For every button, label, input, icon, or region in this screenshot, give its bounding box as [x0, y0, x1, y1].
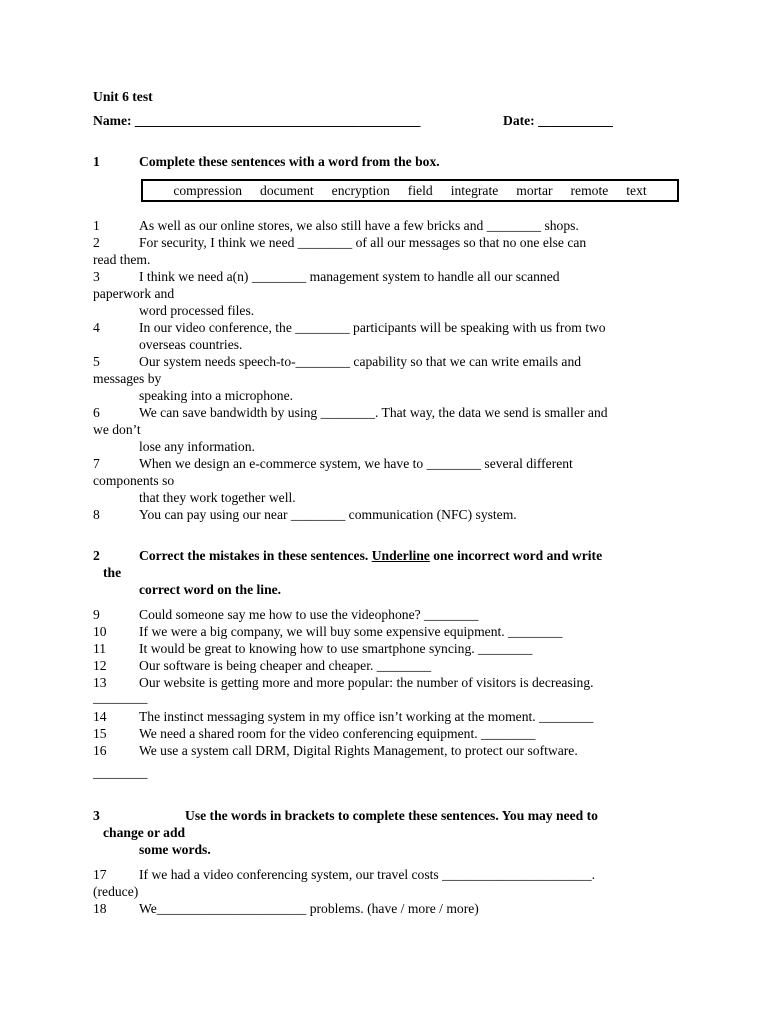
question-item	[93, 866, 683, 883]
question-text-wrap: we don’t	[93, 422, 141, 437]
word-box-item: document	[260, 183, 314, 198]
question-item	[93, 657, 683, 674]
section-1-items	[93, 217, 683, 523]
question-text: Our software is being cheaper and cheaper. ________	[139, 658, 432, 673]
question-hint: (reduce)	[93, 884, 139, 899]
word-box-item: encryption	[331, 183, 390, 198]
question-number: 3	[93, 269, 100, 284]
question-number: 17	[93, 867, 107, 882]
question-number: 11	[93, 641, 107, 656]
question-text-wrap: components so	[93, 473, 175, 488]
question-number: 6	[93, 405, 100, 420]
question-text-continued: speaking into a microphone.	[139, 388, 294, 403]
question-number: 4	[93, 320, 100, 335]
question-number: 8	[93, 507, 100, 522]
question-text: Could someone say me how to use the videophone? ________	[139, 607, 479, 622]
question-item	[93, 742, 683, 759]
question-text: If we were a big company, we will buy some expensive equipment. ________	[139, 624, 563, 639]
question-item	[93, 725, 683, 742]
question-number: 14	[93, 709, 107, 724]
page-title: Unit 6 test	[93, 89, 153, 104]
name-date-row	[93, 112, 683, 129]
question-item	[93, 506, 683, 523]
question-text-wrap: paperwork and	[93, 286, 175, 301]
question-item	[93, 404, 683, 421]
question-number: 10	[93, 624, 107, 639]
question-item	[93, 606, 683, 623]
question-item	[93, 268, 683, 285]
question-item	[93, 900, 683, 917]
question-text: When we design an e-commerce system, we have to ________ several different	[139, 456, 573, 471]
question-text: Our website is getting more and more popular: the number of visitors is decreasing.	[139, 675, 594, 690]
question-number: 15	[93, 726, 107, 741]
question-number: 16	[93, 743, 107, 758]
question-text-continued: word processed files.	[139, 303, 255, 318]
section-instruction	[139, 547, 602, 564]
instruction-continued: some words.	[139, 842, 211, 857]
question-number: 13	[93, 675, 107, 690]
section-number: 3	[93, 808, 100, 823]
question-item	[93, 319, 683, 336]
question-text: For security, I think we need ________ of all our messages so that no one else can	[139, 235, 587, 250]
question-number: 7	[93, 456, 100, 471]
question-number: 12	[93, 658, 107, 673]
date-field: Date: ___________	[503, 113, 613, 128]
instruction-part: one incorrect word and write	[429, 548, 603, 563]
section-instruction: Complete these sentences with a word from the box.	[139, 154, 440, 169]
question-text-continued: lose any information.	[139, 439, 255, 454]
section-instruction: Use the words in brackets to complete these sentences. You may need to	[185, 808, 598, 823]
question-number: 18	[93, 901, 107, 916]
question-number: 2	[93, 235, 100, 250]
section-number: 1	[93, 154, 100, 169]
worksheet-page	[93, 88, 683, 917]
answer-line: ________	[93, 690, 148, 705]
question-text: We can save bandwidth by using ________. That way, the data we send is smaller and	[139, 405, 608, 420]
question-text: It would be great to knowing how to use smartphone syncing. ________	[139, 641, 533, 656]
question-item	[93, 674, 683, 691]
instruction-underline: Underline	[371, 548, 430, 563]
question-item	[93, 234, 683, 251]
question-text-continued: overseas countries.	[139, 337, 243, 352]
section-2-items	[93, 606, 683, 781]
question-item	[93, 353, 683, 370]
instruction-part: Correct the mistakes in these sentences.	[139, 548, 372, 563]
section-3-items	[93, 866, 683, 917]
question-text: As well as our online stores, we also still have a few bricks and ________ shops.	[139, 218, 579, 233]
word-box-item: field	[407, 183, 433, 198]
word-box-item: remote	[570, 183, 609, 198]
section-number: 2	[93, 548, 100, 563]
question-text: The instinct messaging system in my office isn’t working at the moment. ________	[139, 709, 594, 724]
question-text: We use a system call DRM, Digital Rights Management, to protect our software.	[139, 743, 578, 758]
section-3-heading	[93, 807, 683, 858]
name-field: Name: __________________________________________	[93, 113, 421, 128]
section-2-heading	[93, 547, 683, 598]
question-text: We need a shared room for the video conferencing equipment. ________	[139, 726, 536, 741]
instruction-wrap: change or add	[103, 825, 186, 840]
question-item	[93, 455, 683, 472]
question-number: 1	[93, 218, 100, 233]
answer-line: ________	[93, 765, 148, 780]
question-text: We______________________ problems. (have / more / more)	[139, 901, 479, 916]
word-box-item: text	[626, 183, 647, 198]
word-box	[141, 179, 679, 202]
question-text-wrap: messages by	[93, 371, 162, 386]
question-item	[93, 217, 683, 234]
question-item	[93, 640, 683, 657]
instruction-wrap: the	[103, 565, 122, 580]
question-text-wrap: read them.	[93, 252, 151, 267]
question-number: 9	[93, 607, 100, 622]
question-item	[93, 708, 683, 725]
question-number: 5	[93, 354, 100, 369]
instruction-continued: correct word on the line.	[139, 582, 282, 597]
word-box-item: integrate	[450, 183, 499, 198]
question-text: In our video conference, the ________ participants will be speaking with us from two	[139, 320, 606, 335]
section-1-heading	[93, 153, 683, 170]
question-text-continued: that they work together well.	[139, 490, 296, 505]
question-item	[93, 623, 683, 640]
word-box-item: mortar	[516, 183, 553, 198]
question-text: You can pay using our near ________ communication (NFC) system.	[139, 507, 517, 522]
question-text: I think we need a(n) ________ management system to handle all our scanned	[139, 269, 560, 284]
question-text: If we had a video conferencing system, our travel costs ______________________.	[139, 867, 596, 882]
question-text: Our system needs speech-to-________ capability so that we can write emails and	[139, 354, 582, 369]
word-box-item: compression	[173, 183, 243, 198]
